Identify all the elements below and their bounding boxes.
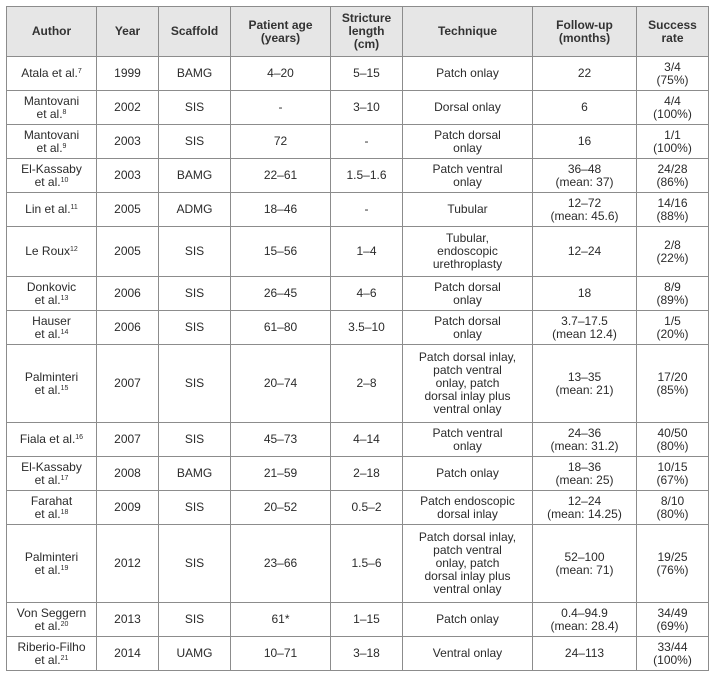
table-row bbox=[7, 227, 709, 277]
reference-number: 10 bbox=[60, 176, 69, 184]
author-name: Palminteri et al. bbox=[24, 369, 79, 397]
stricture-length-cell: 3–18 bbox=[331, 637, 403, 671]
year-cell: 2005 bbox=[97, 227, 159, 277]
follow-up-cell: 6 bbox=[533, 91, 637, 125]
year-cell: 2009 bbox=[97, 491, 159, 525]
table-row bbox=[7, 125, 709, 159]
success-rate-cell: 14/16 (88%) bbox=[637, 193, 709, 227]
year-cell: 2013 bbox=[97, 603, 159, 637]
table-row bbox=[7, 57, 709, 91]
stricture-length-cell: 3.5–10 bbox=[331, 311, 403, 345]
follow-up-cell: 12–24 (mean: 14.25) bbox=[533, 491, 637, 525]
scaffold-cell: SIS bbox=[159, 423, 231, 457]
author-name: Lin et al. bbox=[25, 202, 71, 216]
success-rate-cell: 8/10 (80%) bbox=[637, 491, 709, 525]
author-cell bbox=[7, 311, 97, 345]
author-name: Mantovani et al. bbox=[23, 127, 80, 155]
author-cell bbox=[7, 159, 97, 193]
technique-cell: Patch onlay bbox=[403, 457, 533, 491]
author-name: Palminteri et al. bbox=[24, 549, 79, 577]
scaffold-cell: UAMG bbox=[159, 637, 231, 671]
scaffold-cell: SIS bbox=[159, 603, 231, 637]
technique-cell: Tubular, endoscopic urethroplasty bbox=[403, 227, 533, 277]
year-cell: 2005 bbox=[97, 193, 159, 227]
author-name: Farahat et al. bbox=[30, 493, 73, 521]
technique-cell: Patch dorsal onlay bbox=[403, 125, 533, 159]
patient-age-cell: 10–71 bbox=[231, 637, 331, 671]
author-cell bbox=[7, 603, 97, 637]
follow-up-cell: 18 bbox=[533, 277, 637, 311]
scaffold-cell: BAMG bbox=[159, 457, 231, 491]
follow-up-cell: 24–36 (mean: 31.2) bbox=[533, 423, 637, 457]
stricture-length-cell: 4–14 bbox=[331, 423, 403, 457]
patient-age-cell: 4–20 bbox=[231, 57, 331, 91]
header-technique: Technique bbox=[403, 7, 533, 57]
stricture-length-cell: - bbox=[331, 125, 403, 159]
reference-number: 21 bbox=[60, 654, 69, 662]
success-rate-cell: 17/20 (85%) bbox=[637, 345, 709, 423]
table-row bbox=[7, 423, 709, 457]
reference-number: 13 bbox=[60, 294, 69, 302]
author-name: Mantovani et al. bbox=[23, 93, 80, 121]
year-cell: 2008 bbox=[97, 457, 159, 491]
author-cell bbox=[7, 227, 97, 277]
patient-age-cell: 26–45 bbox=[231, 277, 331, 311]
table-row bbox=[7, 91, 709, 125]
success-rate-cell: 40/50 (80%) bbox=[637, 423, 709, 457]
table-row bbox=[7, 345, 709, 423]
author-name: Riberio-Filho et al. bbox=[17, 639, 86, 667]
author-cell bbox=[7, 57, 97, 91]
author-cell bbox=[7, 525, 97, 603]
patient-age-cell: - bbox=[231, 91, 331, 125]
technique-cell: Patch dorsal inlay, patch ventral onlay, patch dorsal inlay plus ventral onlay bbox=[403, 525, 533, 603]
table-row bbox=[7, 159, 709, 193]
author-name: Fiala et al. bbox=[19, 432, 76, 446]
year-cell: 1999 bbox=[97, 57, 159, 91]
technique-cell: Patch onlay bbox=[403, 57, 533, 91]
stricture-length-cell: 1–15 bbox=[331, 603, 403, 637]
technique-cell: Tubular bbox=[403, 193, 533, 227]
scaffold-cell: SIS bbox=[159, 277, 231, 311]
author-name: El-Kassaby et al. bbox=[21, 459, 82, 487]
follow-up-cell: 36–48 (mean: 37) bbox=[533, 159, 637, 193]
success-rate-cell: 3/4 (75%) bbox=[637, 57, 709, 91]
technique-cell: Patch onlay bbox=[403, 603, 533, 637]
stricture-length-cell: 2–18 bbox=[331, 457, 403, 491]
author-cell bbox=[7, 193, 97, 227]
success-rate-cell: 19/25 (76%) bbox=[637, 525, 709, 603]
author-name: Hauser et al. bbox=[32, 313, 71, 341]
success-rate-cell: 1/1 (100%) bbox=[637, 125, 709, 159]
patient-age-cell: 20–52 bbox=[231, 491, 331, 525]
technique-cell: Patch dorsal inlay, patch ventral onlay, patch dorsal inlay plus ventral onlay bbox=[403, 345, 533, 423]
header-success-rate: Success rate bbox=[637, 7, 709, 57]
header-year: Year bbox=[97, 7, 159, 57]
reference-number: 9 bbox=[62, 142, 67, 150]
table-row bbox=[7, 457, 709, 491]
reference-number: 11 bbox=[70, 204, 78, 211]
author-cell bbox=[7, 125, 97, 159]
stricture-length-cell: 1–4 bbox=[331, 227, 403, 277]
success-rate-cell: 4/4 (100%) bbox=[637, 91, 709, 125]
technique-cell: Patch ventral onlay bbox=[403, 423, 533, 457]
success-rate-cell: 33/44 (100%) bbox=[637, 637, 709, 671]
stricture-length-cell: 0.5–2 bbox=[331, 491, 403, 525]
patient-age-cell: 21–59 bbox=[231, 457, 331, 491]
year-cell: 2014 bbox=[97, 637, 159, 671]
follow-up-cell: 12–24 bbox=[533, 227, 637, 277]
follow-up-cell: 22 bbox=[533, 57, 637, 91]
year-cell: 2007 bbox=[97, 423, 159, 457]
reference-number: 17 bbox=[60, 474, 69, 482]
author-name: Le Roux bbox=[25, 244, 70, 258]
stricture-length-cell: 5–15 bbox=[331, 57, 403, 91]
follow-up-cell: 13–35 (mean: 21) bbox=[533, 345, 637, 423]
patient-age-cell: 72 bbox=[231, 125, 331, 159]
header-author: Author bbox=[7, 7, 97, 57]
reference-number: 7 bbox=[77, 68, 82, 75]
follow-up-cell: 24–113 bbox=[533, 637, 637, 671]
technique-cell: Patch dorsal onlay bbox=[403, 277, 533, 311]
year-cell: 2002 bbox=[97, 91, 159, 125]
header-row bbox=[7, 7, 709, 57]
author-cell bbox=[7, 423, 97, 457]
success-rate-cell: 8/9 (89%) bbox=[637, 277, 709, 311]
patient-age-cell: 20–74 bbox=[231, 345, 331, 423]
patient-age-cell: 45–73 bbox=[231, 423, 331, 457]
reference-number: 19 bbox=[60, 564, 69, 572]
technique-cell: Patch endoscopic dorsal inlay bbox=[403, 491, 533, 525]
reference-number: 18 bbox=[60, 508, 69, 516]
reference-number: 14 bbox=[60, 328, 69, 336]
studies-table bbox=[6, 6, 709, 671]
technique-cell: Ventral onlay bbox=[403, 637, 533, 671]
follow-up-cell: 52–100 (mean: 71) bbox=[533, 525, 637, 603]
reference-number: 20 bbox=[60, 620, 69, 628]
patient-age-cell: 61* bbox=[231, 603, 331, 637]
follow-up-cell: 16 bbox=[533, 125, 637, 159]
stricture-length-cell: 3–10 bbox=[331, 91, 403, 125]
table-row bbox=[7, 491, 709, 525]
success-rate-cell: 1/5 (20%) bbox=[637, 311, 709, 345]
stricture-length-cell: 1.5–1.6 bbox=[331, 159, 403, 193]
success-rate-cell: 10/15 (67%) bbox=[637, 457, 709, 491]
table-row bbox=[7, 637, 709, 671]
scaffold-cell: SIS bbox=[159, 91, 231, 125]
header-patient-age: Patient age (years) bbox=[231, 7, 331, 57]
scaffold-cell: SIS bbox=[159, 311, 231, 345]
table-row bbox=[7, 277, 709, 311]
scaffold-cell: SIS bbox=[159, 525, 231, 603]
patient-age-cell: 18–46 bbox=[231, 193, 331, 227]
author-cell bbox=[7, 491, 97, 525]
author-name: Atala et al. bbox=[21, 66, 78, 80]
stricture-length-cell: 2–8 bbox=[331, 345, 403, 423]
technique-cell: Dorsal onlay bbox=[403, 91, 533, 125]
author-cell bbox=[7, 637, 97, 671]
year-cell: 2006 bbox=[97, 311, 159, 345]
year-cell: 2012 bbox=[97, 525, 159, 603]
stricture-length-cell: 1.5–6 bbox=[331, 525, 403, 603]
follow-up-cell: 0.4–94.9 (mean: 28.4) bbox=[533, 603, 637, 637]
author-cell bbox=[7, 345, 97, 423]
scaffold-cell: SIS bbox=[159, 345, 231, 423]
success-rate-cell: 24/28 (86%) bbox=[637, 159, 709, 193]
scaffold-cell: BAMG bbox=[159, 57, 231, 91]
year-cell: 2003 bbox=[97, 125, 159, 159]
table-body bbox=[7, 57, 709, 671]
scaffold-cell: SIS bbox=[159, 125, 231, 159]
reference-number: 8 bbox=[62, 108, 67, 116]
scaffold-cell: SIS bbox=[159, 227, 231, 277]
year-cell: 2003 bbox=[97, 159, 159, 193]
year-cell: 2007 bbox=[97, 345, 159, 423]
patient-age-cell: 61–80 bbox=[231, 311, 331, 345]
technique-cell: Patch dorsal onlay bbox=[403, 311, 533, 345]
stricture-length-cell: 4–6 bbox=[331, 277, 403, 311]
table-row bbox=[7, 603, 709, 637]
follow-up-cell: 12–72 (mean: 45.6) bbox=[533, 193, 637, 227]
table-row bbox=[7, 193, 709, 227]
patient-age-cell: 15–56 bbox=[231, 227, 331, 277]
reference-number: 16 bbox=[75, 434, 84, 441]
patient-age-cell: 23–66 bbox=[231, 525, 331, 603]
patient-age-cell: 22–61 bbox=[231, 159, 331, 193]
header-scaffold: Scaffold bbox=[159, 7, 231, 57]
table-row bbox=[7, 525, 709, 603]
author-name: Von Seggern et al. bbox=[16, 605, 87, 633]
author-cell bbox=[7, 91, 97, 125]
scaffold-cell: SIS bbox=[159, 491, 231, 525]
author-name: El-Kassaby et al. bbox=[21, 161, 82, 189]
follow-up-cell: 3.7–17.5 (mean 12.4) bbox=[533, 311, 637, 345]
header-stricture-length: Stricture length (cm) bbox=[331, 7, 403, 57]
year-cell: 2006 bbox=[97, 277, 159, 311]
success-rate-cell: 2/8 (22%) bbox=[637, 227, 709, 277]
follow-up-cell: 18–36 (mean: 25) bbox=[533, 457, 637, 491]
header-follow-up: Follow-up (months) bbox=[533, 7, 637, 57]
scaffold-cell: BAMG bbox=[159, 159, 231, 193]
technique-cell: Patch ventral onlay bbox=[403, 159, 533, 193]
table-row bbox=[7, 311, 709, 345]
reference-number: 15 bbox=[60, 384, 69, 392]
scaffold-cell: ADMG bbox=[159, 193, 231, 227]
author-cell bbox=[7, 277, 97, 311]
author-cell bbox=[7, 457, 97, 491]
stricture-length-cell: - bbox=[331, 193, 403, 227]
success-rate-cell: 34/49 (69%) bbox=[637, 603, 709, 637]
reference-number: 12 bbox=[69, 246, 78, 253]
author-name: Donkovic et al. bbox=[26, 279, 77, 307]
